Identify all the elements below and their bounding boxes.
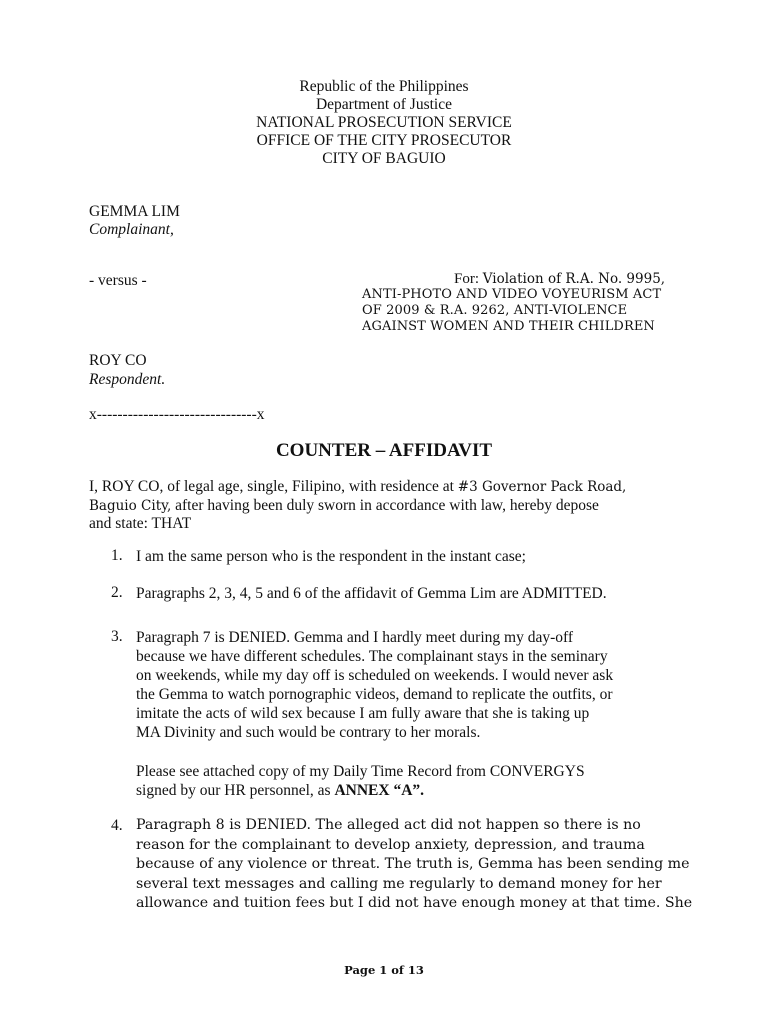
charge-for-label: For:: [454, 271, 480, 287]
annex-text: signed by our HR personnel, as: [136, 782, 335, 799]
intro-city: Baguio City,: [89, 497, 172, 514]
paragraph-4-line: because of any violence or threat. The truth is, Gemma has been sending me: [136, 856, 690, 872]
intro-line-3: and state: THAT: [89, 515, 192, 532]
header-republic: Republic of the Philippines: [299, 78, 469, 95]
annex-line-2: [136, 781, 696, 800]
intro-address: #3 Governor Pack Road,: [457, 479, 627, 495]
paragraph-4-text: [136, 816, 696, 914]
intro-paragraph: [89, 478, 689, 534]
header-city: CITY OF BAGUIO: [322, 150, 446, 167]
intro-line-1: [89, 478, 689, 497]
charge-for-line: [454, 271, 753, 287]
caption-separator: x-------------------------------x: [89, 406, 265, 423]
charge-block: [362, 271, 666, 335]
paragraph-2-text: Paragraphs 2, 3, 4, 5 and 6 of the affidavit of Gemma Lim are ADMITTED.: [136, 585, 607, 602]
header-department: Department of Justice: [315, 96, 452, 113]
charge-line-3: OF 2009 & R.A. 9262, ANTI-VIOLENCE: [362, 303, 628, 318]
respondent-role: Respondent.: [89, 371, 166, 388]
paragraph-1-number: 1.: [111, 547, 123, 564]
annex-reference: [136, 762, 696, 800]
paragraph-3-text: [136, 628, 696, 742]
page-number: Page 1 of 13: [344, 963, 424, 977]
paragraph-4-line: reason for the complainant to develop anxiety, depression, and trauma: [136, 836, 645, 853]
document-header: [0, 78, 768, 168]
charge-for-value: Violation of R.A. No. 9995,: [482, 271, 666, 287]
charge-line-4: AGAINST WOMEN AND THEIR CHILDREN: [362, 319, 655, 334]
paragraph-4-line: allowance and tuition fees but I did not have enough money at that time. She: [136, 895, 693, 911]
paragraph-2-number: 2.: [111, 584, 123, 601]
paragraph-4-line: several text messages and calling me regularly to demand money for her: [136, 875, 662, 892]
paragraph-3-line: on weekends, while my day off is scheduled on weekends. I would never ask: [136, 667, 614, 684]
document-title: COUNTER – AFFIDAVIT: [275, 440, 493, 461]
paragraph-3-line: MA Divinity and such would be contrary to her morals.: [136, 724, 481, 741]
versus-label: - versus -: [89, 272, 147, 289]
annex-label: ANNEX “A”.: [334, 782, 425, 799]
complainant-name: GEMMA LIM: [89, 203, 180, 220]
header-office: OFFICE OF THE CITY PROSECUTOR: [256, 132, 512, 149]
paragraph-4-number: 4.: [111, 817, 123, 834]
paragraph-4-line: Paragraph 8 is DENIED. The alleged act did not happen so there is no: [136, 817, 641, 833]
paragraph-3-line: Paragraph 7 is DENIED. Gemma and I hardly meet during my day-off: [136, 629, 574, 646]
intro-text-1a: I, ROY CO, of legal age, single, Filipino, with residence at: [89, 478, 458, 495]
header-service: NATIONAL PROSECUTION SERVICE: [256, 114, 512, 131]
paragraph-3-line: because we have different schedules. The complainant stays in the seminary: [136, 648, 608, 665]
paragraph-3-number: 3.: [111, 628, 123, 645]
charge-line-2: ANTI-PHOTO AND VIDEO VOYEURISM ACT: [362, 287, 662, 302]
paragraph-3-line: imitate the acts of wild sex because I am fully aware that she is taking up: [136, 705, 590, 722]
intro-text-2b: after having been duly sworn in accordance with law, hereby depose: [171, 496, 599, 514]
paragraph-3-line: the Gemma to watch pornographic videos, demand to replicate the outfits, or: [136, 686, 613, 703]
paragraph-1-text: I am the same person who is the respondent in the instant case;: [136, 548, 526, 565]
intro-line-2: [89, 497, 689, 516]
respondent-name: ROY CO: [89, 352, 147, 369]
complainant-role: Complainant,: [89, 221, 174, 238]
annex-line-1: Please see attached copy of my Daily Time Record from CONVERGYS: [136, 763, 585, 780]
